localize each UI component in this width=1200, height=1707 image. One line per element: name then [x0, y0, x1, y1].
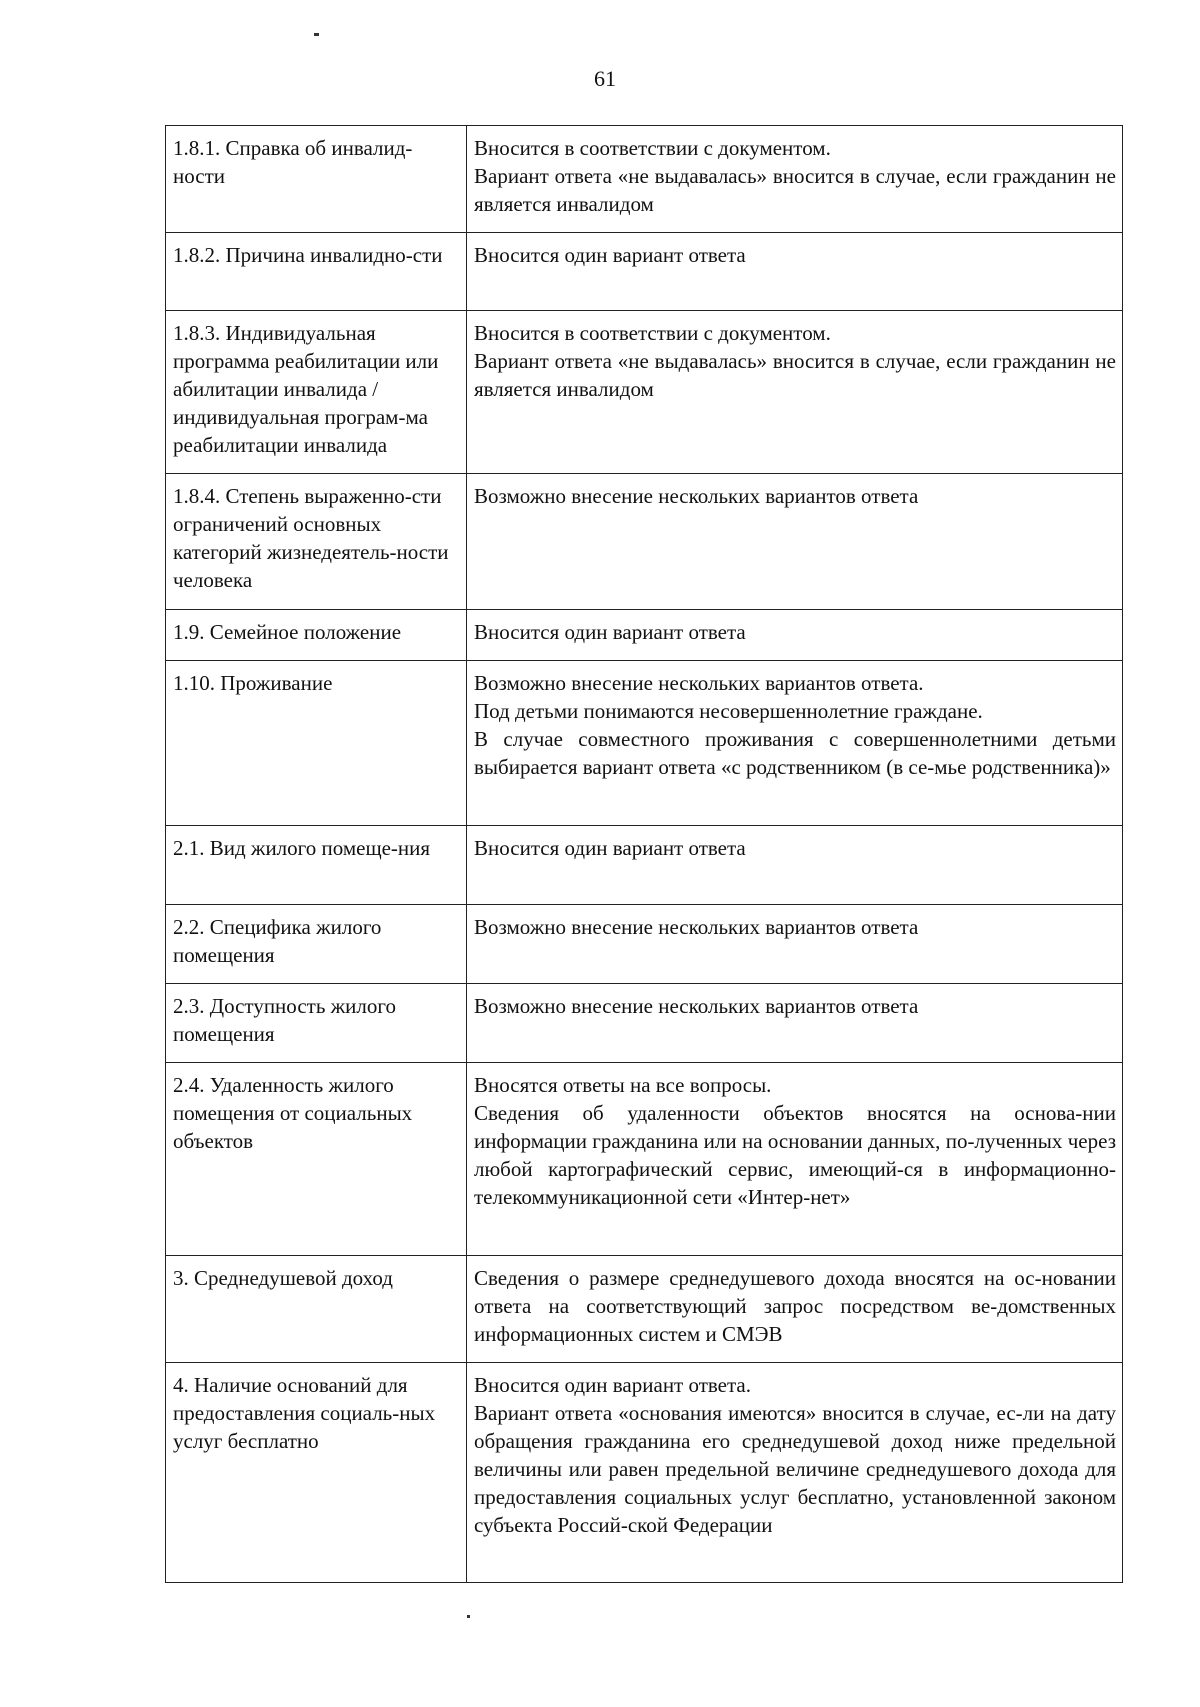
field-name-cell: 1.8.4. Степень выраженно-сти ограничений основных категорий жизнедеятель-ности человека: [166, 474, 467, 610]
field-description-cell: [467, 233, 1123, 311]
description-line: В случае совместного проживания с совершеннолетними детьми выбирается вариант ответа «с родственником (в се-мье родственника)»: [474, 727, 1116, 779]
description-line: Вносятся ответы на все вопросы.: [474, 1073, 772, 1097]
field-description-cell: [467, 311, 1123, 474]
page-number: 61: [594, 66, 616, 91]
table-row: [166, 610, 1123, 661]
field-name-cell: 2.3. Доступность жилого помещения: [166, 984, 467, 1063]
field-description-cell: [467, 1063, 1123, 1256]
data-fields-table: [165, 125, 1123, 1583]
field-description-cell: [467, 474, 1123, 610]
table-row: [166, 1363, 1123, 1583]
field-name-cell: 2.2. Специфика жилого помещения: [166, 905, 467, 984]
field-name-cell: 4. Наличие оснований для предоставления социаль-ных услуг бесплатно: [166, 1363, 467, 1583]
description-line: Возможно внесение нескольких вариантов ответа: [474, 994, 919, 1018]
field-name-cell: 2.4. Удаленность жилого помещения от социальных объектов: [166, 1063, 467, 1256]
field-name-cell: 1.8.1. Справка об инвалид-ности: [166, 126, 467, 233]
description-line: Вносится один вариант ответа.: [474, 1373, 751, 1397]
description-line: Вносится один вариант ответа: [474, 243, 746, 267]
description-line: Возможно внесение нескольких вариантов ответа.: [474, 671, 924, 695]
description-line: Вариант ответа «не выдавалась» вносится в случае, если гражданин не является инвалидом: [474, 349, 1116, 401]
field-description-cell: [467, 905, 1123, 984]
description-line: Сведения об удаленности объектов вносятся на основа-нии информации гражданина или на основании данных, по-лученных через любой картографический сервис, имеющий-ся в информационно-телекоммуникационной сети «Интер-нет»: [474, 1101, 1116, 1209]
field-description-cell: [467, 826, 1123, 905]
field-description-cell: [467, 1363, 1123, 1583]
field-name-cell: 1.10. Проживание: [166, 661, 467, 826]
field-description-cell: [467, 610, 1123, 661]
description-line: Вносится в соответствии с документом.: [474, 321, 831, 345]
table-row: [166, 984, 1123, 1063]
table-row: [166, 905, 1123, 984]
field-name-cell: 2.1. Вид жилого помеще-ния: [166, 826, 467, 905]
description-line: Под детьми понимаются несовершеннолетние граждане.: [474, 699, 983, 723]
table-row: [166, 661, 1123, 826]
description-line: Возможно внесение нескольких вариантов ответа: [474, 484, 919, 508]
description-line: Вносится в соответствии с документом.: [474, 136, 831, 160]
field-name-cell: 1.8.2. Причина инвалидно-сти: [166, 233, 467, 311]
table-row: [166, 126, 1123, 233]
table-row: [166, 1256, 1123, 1363]
description-line: Возможно внесение нескольких вариантов ответа: [474, 915, 919, 939]
description-line: Вариант ответа «не выдавалась» вносится в случае, если гражданин не является инвалидом: [474, 164, 1116, 216]
description-line: Вариант ответа «основания имеются» вносится в случае, ес-ли на дату обращения гражданина его среднедушевой доход ниже предельной величины или равен предельной величине среднедушевого дохода для предоставления социальных услуг бесплатно, установленной законом субъекта Россий-ской Федерации: [474, 1401, 1116, 1537]
description-line: Вносится один вариант ответа: [474, 836, 746, 860]
field-description-cell: [467, 984, 1123, 1063]
table-row: [166, 826, 1123, 905]
scan-speck: [314, 33, 319, 36]
field-description-cell: [467, 126, 1123, 233]
field-description-cell: [467, 1256, 1123, 1363]
table-row: [166, 233, 1123, 311]
description-line: Сведения о размере среднедушевого дохода вносятся на ос-новании ответа на соответствующий запрос посредством ве-домственных информационных систем и СМЭВ: [474, 1266, 1116, 1346]
table-row: [166, 1063, 1123, 1256]
field-name-cell: 1.9. Семейное положение: [166, 610, 467, 661]
field-description-cell: [467, 661, 1123, 826]
field-name-cell: 3. Среднедушевой доход: [166, 1256, 467, 1363]
table-row: [166, 474, 1123, 610]
description-line: Вносится один вариант ответа: [474, 620, 746, 644]
field-name-cell: 1.8.3. Индивидуальная программа реабилитации или абилитации инвалида / индивидуальная програм-ма реабилитации инвалида: [166, 311, 467, 474]
table-row: [166, 311, 1123, 474]
scan-speck: [467, 1615, 470, 1618]
